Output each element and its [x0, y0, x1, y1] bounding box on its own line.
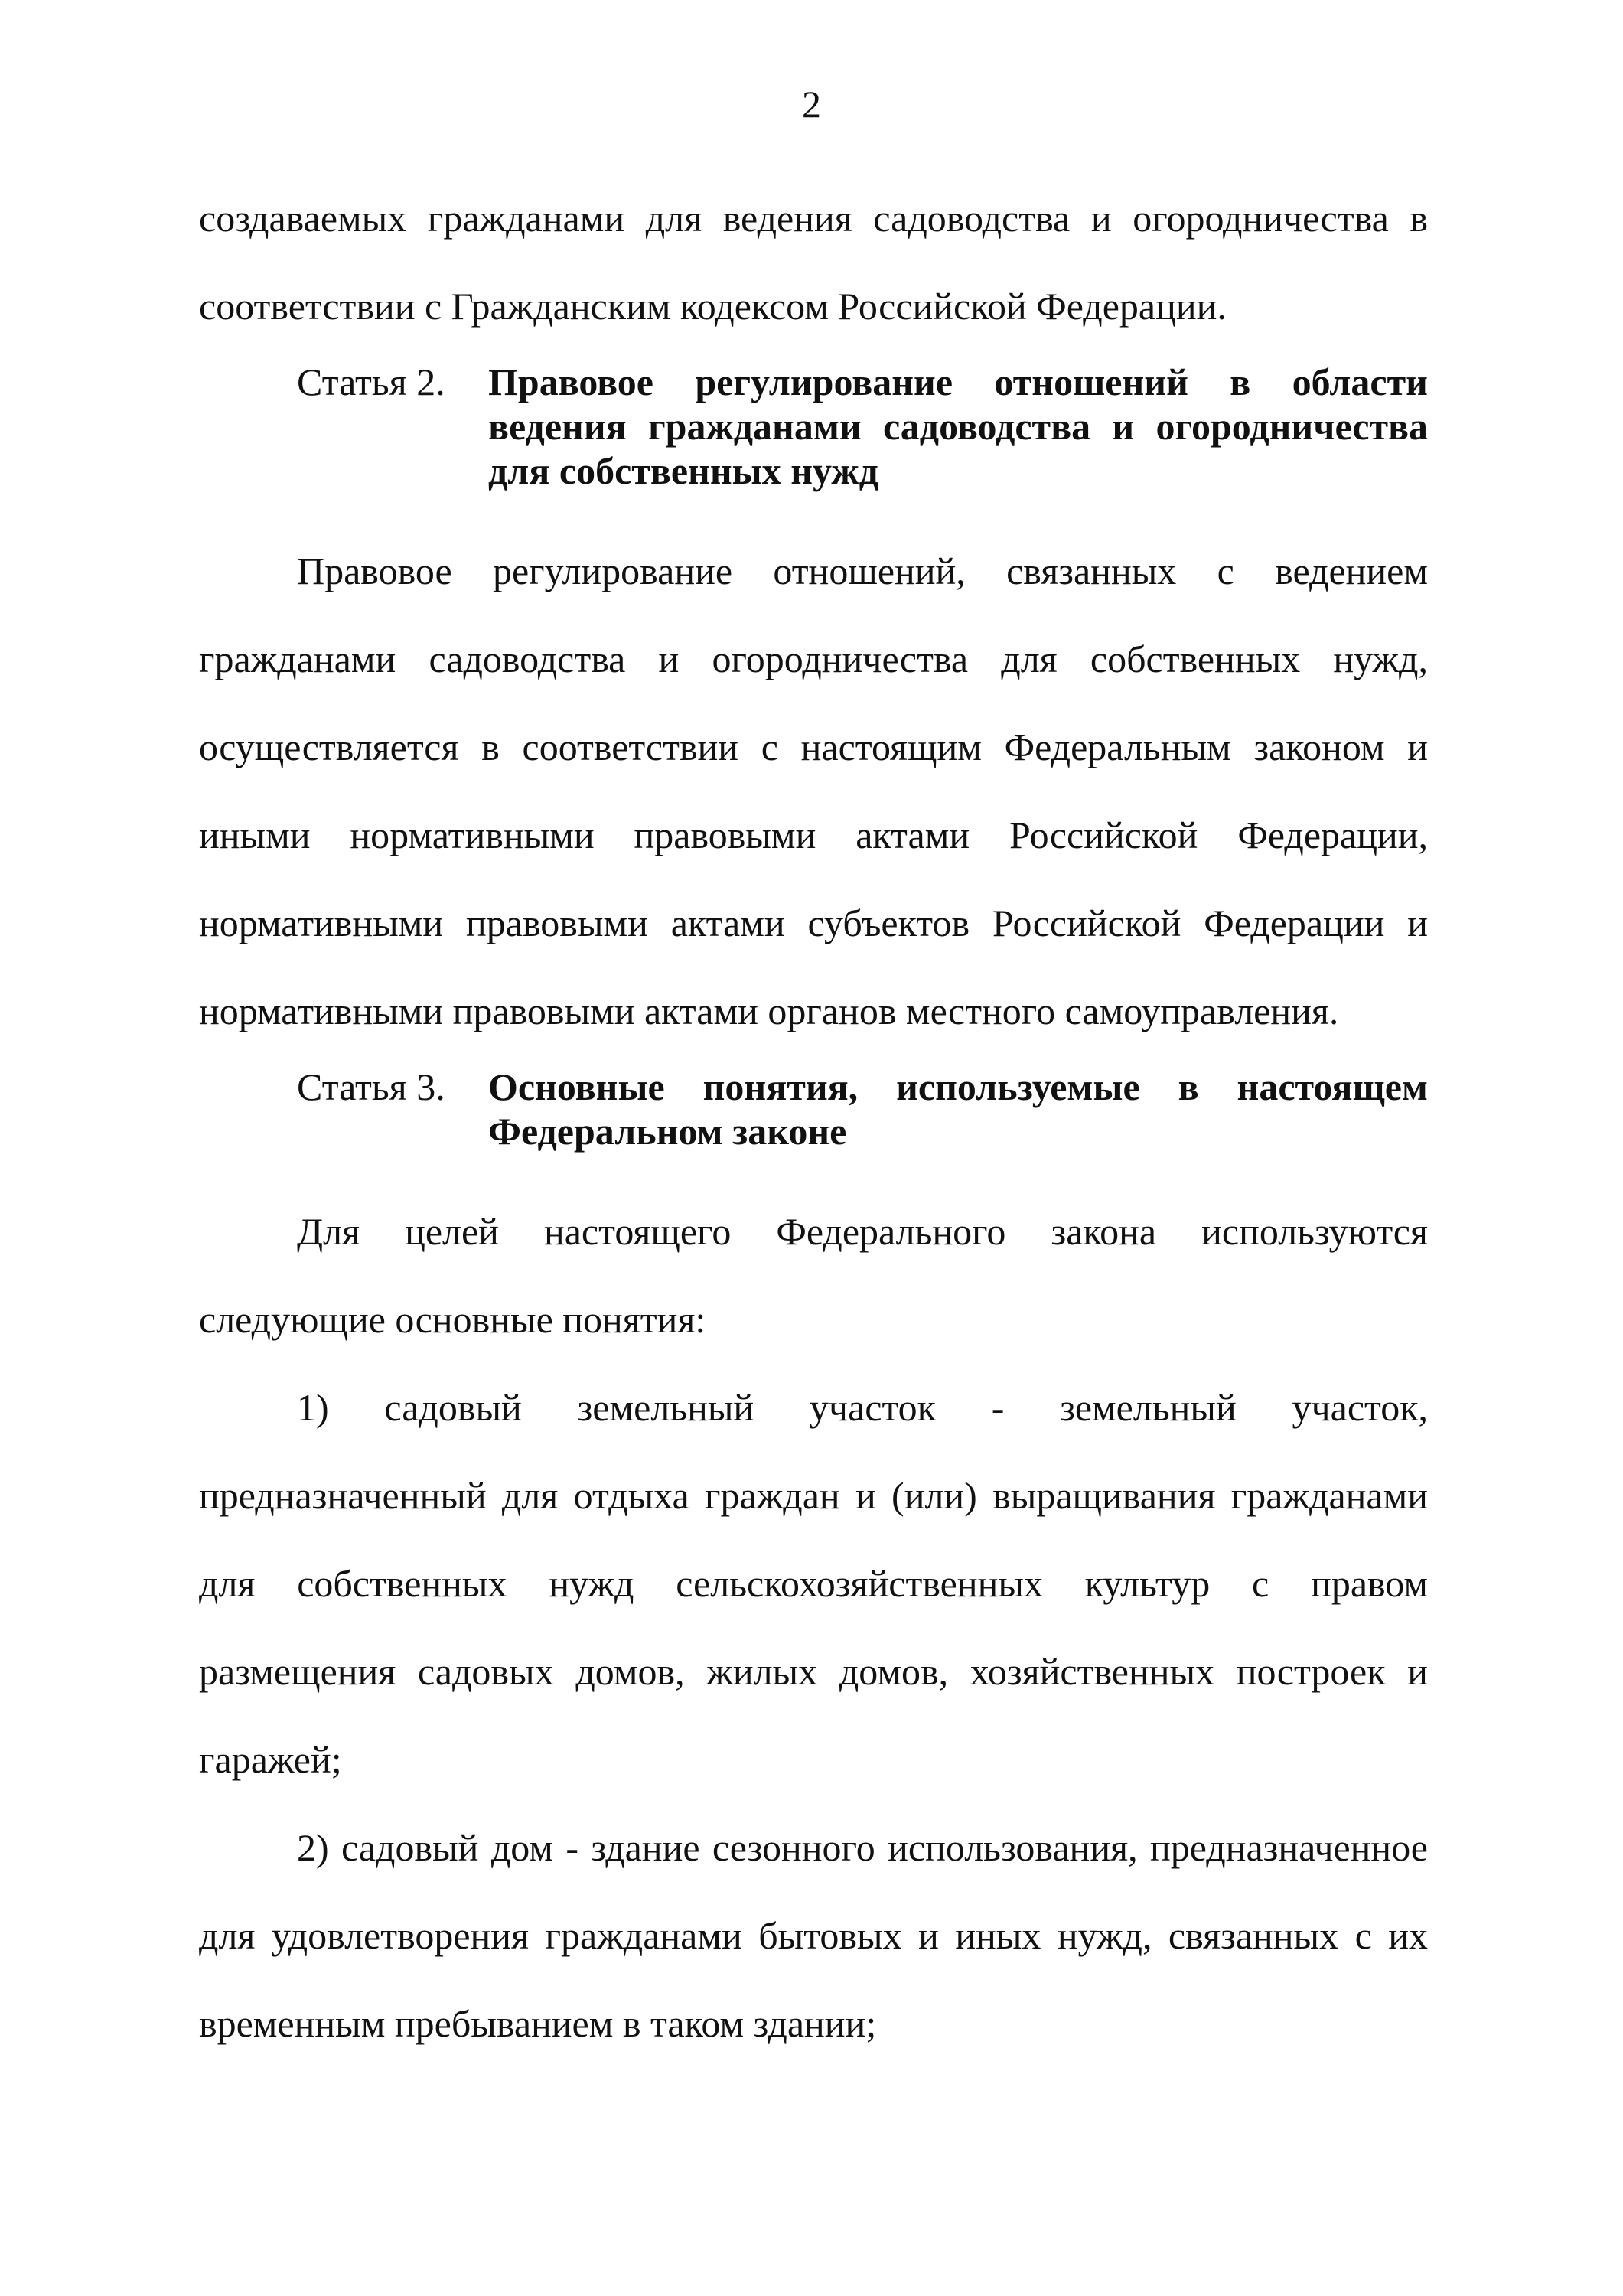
article-2-title: Правовое регулирование отношений в области ведения гражданами садоводства и огородничества для собственных нужд: [488, 360, 1428, 492]
article-2-heading: [199, 360, 1428, 493]
paragraph-article-2: Правовое регулирование отношений, связанных с ведением гражданами садоводства и огородничества для собственных нужд, осуществляется в соответствии с настоящим Федеральным законом и иными нормативными правовыми актами Российской Федерации, нормативными правовыми актами субъектов Российской Федерации и нормативными правовыми актами органов местного самоуправления.: [199, 550, 1428, 1032]
document-body: [199, 174, 1428, 2068]
article-3-label: Статья 3.: [297, 1065, 445, 1108]
page-number: 2: [802, 83, 821, 126]
article-3-heading: [199, 1065, 1428, 1153]
paragraph-intro: создаваемых гражданами для ведения садоводства и огородничества в соответствии с Гражданским кодексом Российской Федерации.: [199, 197, 1428, 328]
article-2-label: Статья 2.: [297, 360, 445, 403]
paragraph-item-1: 1) садовый земельный участок - земельный участок, предназначенный для отдыха граждан и (или) выращивания гражданами для собственных нужд сельскохозяйственных культур с правом размещения садовых домов, жилых домов, хозяйственных построек и гаражей;: [199, 1386, 1428, 1781]
article-3-title: Основные понятия, используемые в настоящем Федеральном законе: [488, 1065, 1428, 1153]
paragraph-item-2: 2) садовый дом - здание сезонного использования, предназначенное для удовлетворения гражданами бытовых и иных нужд, связанных с их временным пребыванием в таком здании;: [199, 1826, 1428, 2045]
paragraph-article-3-intro: Для целей настоящего Федерального закона используются следующие основные понятия:: [199, 1210, 1428, 1341]
